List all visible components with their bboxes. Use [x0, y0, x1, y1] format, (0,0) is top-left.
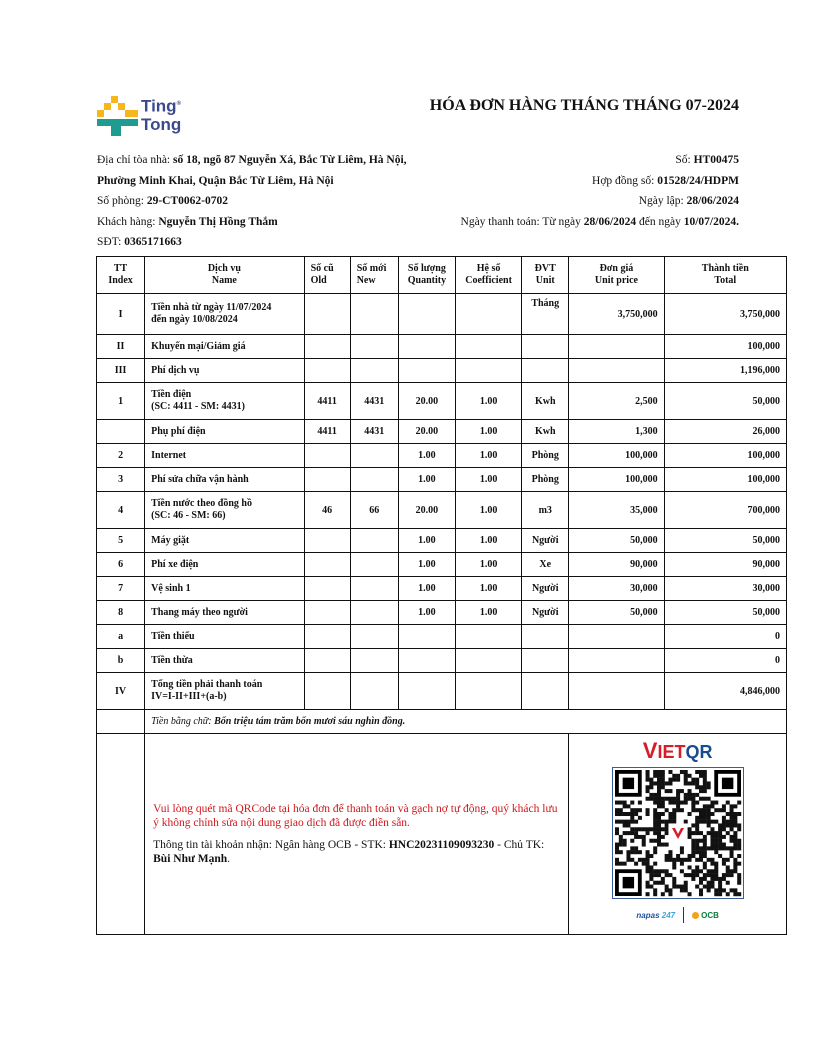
cell-qty: 20.00: [398, 420, 455, 444]
tingtong-logo-icon: [97, 95, 139, 137]
bank-account-info: [153, 838, 560, 866]
cell-unit: Tháng: [522, 294, 569, 335]
brand-name-line2: Tong: [141, 114, 182, 134]
table-row: [97, 492, 787, 529]
cell-name: [145, 359, 304, 383]
cell-unit: [522, 625, 569, 649]
header-text: ĐVT: [534, 263, 556, 274]
vietqr-q: Q: [685, 742, 700, 762]
cell-idx: I: [97, 294, 145, 335]
address-line1: số 18, ngõ 87 Nguyễn Xá, Bắc Từ Liêm, Hà Nội,: [173, 154, 407, 166]
cell-price: [569, 649, 664, 673]
cell-new: 4431: [350, 420, 398, 444]
service-detail: đến ngày 10/08/2024: [151, 314, 238, 325]
service-name: Phí dịch vụ: [151, 364, 200, 376]
cell-new: [350, 359, 398, 383]
cell-price: [569, 335, 664, 359]
amount-in-words-value: Bốn triệu tám trăm bốn mươi sáu nghìn đồng.: [214, 716, 406, 727]
cell-coef: 1.00: [455, 492, 521, 529]
cell-unit: Người: [522, 577, 569, 601]
header-name: [145, 257, 304, 294]
cell-new: [350, 335, 398, 359]
owner-end: .: [227, 853, 231, 865]
header-total: [664, 257, 786, 294]
service-name: Phụ phí điện: [151, 425, 206, 437]
tingtong-logo: [97, 95, 192, 137]
cell-qty: 20.00: [398, 383, 455, 420]
address-label: Địa chỉ tòa nhà:: [97, 154, 174, 166]
table-row: [97, 649, 787, 673]
cell-unit: [522, 673, 569, 710]
cell-name: [145, 294, 304, 335]
cell-old: [304, 601, 350, 625]
header-coefficient: [455, 257, 521, 294]
cell-qty: 1.00: [398, 468, 455, 492]
cell-name: [145, 335, 304, 359]
header-text: Coefficient: [465, 275, 512, 286]
cell-total: 90,000: [664, 553, 786, 577]
service-detail: (SC: 4411 - SM: 4431): [151, 401, 246, 412]
pay-from: 28/06/2024: [583, 215, 637, 228]
cell-qty: 1.00: [398, 444, 455, 468]
pay-end: .: [736, 215, 739, 228]
qr-cell: [569, 734, 787, 935]
cell-old: 4411: [304, 383, 350, 420]
cell-idx: 6: [97, 553, 145, 577]
customer-value: Nguyễn Thị Hồng Thắm: [158, 215, 278, 228]
cell-total: 1,196,000: [664, 359, 786, 383]
payment-period: [461, 212, 739, 233]
header-text: Số mới: [356, 263, 387, 274]
owner-label: - Chủ TK:: [494, 839, 545, 851]
cell-name: [145, 601, 304, 625]
pay-label: Ngày thanh toán: Từ ngày: [460, 215, 584, 228]
cell-old: [304, 294, 350, 335]
cell-idx: III: [97, 359, 145, 383]
cell-idx: 7: [97, 577, 145, 601]
cell-price: 3,750,000: [569, 294, 664, 335]
building-address-line2: [97, 171, 407, 192]
cell-price: 100,000: [569, 468, 664, 492]
cell-new: [350, 468, 398, 492]
napas-logo: [636, 911, 675, 920]
cell-coef: [455, 673, 521, 710]
cell-coef: 1.00: [455, 468, 521, 492]
cell-new: 66: [350, 492, 398, 529]
cell-old: 46: [304, 492, 350, 529]
cell-idx: 3: [97, 468, 145, 492]
cell-unit: Phòng: [522, 444, 569, 468]
cell-total: 50,000: [664, 529, 786, 553]
cell-price: 100,000: [569, 444, 664, 468]
cell-old: 4411: [304, 420, 350, 444]
phone-value: 0365171663: [124, 236, 182, 248]
cell-new: [350, 601, 398, 625]
cell-name: [145, 625, 304, 649]
logo-divider: [683, 907, 684, 923]
header-text: Thành tiền: [701, 263, 749, 274]
cell-new: [350, 625, 398, 649]
ocb-logo: [692, 911, 719, 920]
cell-coef: [455, 335, 521, 359]
phone-label: SĐT:: [97, 236, 125, 248]
account-number: HNC20231109093230: [388, 839, 495, 851]
cell-price: 90,000: [569, 553, 664, 577]
date-value: 28/06/2024: [686, 195, 739, 207]
cell-new: [350, 553, 398, 577]
cell-coef: 1.00: [455, 444, 521, 468]
cell-idx: 5: [97, 529, 145, 553]
invoice-meta: [461, 150, 739, 232]
payment-info: [145, 734, 569, 935]
cell-old: [304, 649, 350, 673]
invoice-table: [96, 256, 787, 935]
vietqr-r: R: [699, 742, 713, 762]
number-label: Số:: [675, 154, 694, 166]
cell-old: [304, 577, 350, 601]
cell-unit: m3: [522, 492, 569, 529]
cell-total: 100,000: [664, 444, 786, 468]
napas-text: napas: [636, 910, 660, 920]
cell-total: 30,000: [664, 577, 786, 601]
payment-row: [97, 734, 787, 935]
cell-price: 50,000: [569, 601, 664, 625]
cell-coef: [455, 649, 521, 673]
service-name: Tiền thiếu: [151, 630, 195, 642]
cell-new: 4431: [350, 383, 398, 420]
brand-name-line1: Ting: [141, 96, 177, 116]
cell-total: 100,000: [664, 335, 786, 359]
header-text: Hệ số: [476, 263, 501, 274]
table-row: [97, 294, 787, 335]
cell-name: [145, 577, 304, 601]
cell-price: 50,000: [569, 529, 664, 553]
cell-idx: IV: [97, 673, 145, 710]
service-name: Tiền thừa: [151, 654, 193, 666]
cell-new: [350, 577, 398, 601]
cell-qty: 1.00: [398, 601, 455, 625]
cell-coef: 1.00: [455, 553, 521, 577]
cell-idx: b: [97, 649, 145, 673]
service-name: Internet: [151, 449, 187, 461]
contract-label: Hợp đồng số:: [592, 174, 658, 187]
cell-unit: Người: [522, 529, 569, 553]
pay-mid: đến ngày: [636, 215, 684, 228]
table-row: [97, 444, 787, 468]
cell-unit: [522, 359, 569, 383]
cell-price: [569, 359, 664, 383]
header-text: Dịch vụ: [207, 263, 241, 274]
cell-qty: [398, 649, 455, 673]
account-label: Thông tin tài khoản nhận: Ngân hàng OCB - STK:: [153, 839, 389, 851]
cell-name: [145, 492, 304, 529]
vietqr-v: V: [642, 738, 658, 763]
cell-price: 2,500: [569, 383, 664, 420]
cell-old: [304, 335, 350, 359]
service-name: Vệ sinh 1: [151, 582, 191, 594]
bank-logos: [569, 907, 786, 923]
cell-name: [145, 383, 304, 420]
table-row: [97, 468, 787, 492]
cell-idx: 8: [97, 601, 145, 625]
table-row: [97, 601, 787, 625]
customer-label: Khách hàng:: [97, 215, 159, 228]
service-name: Tổng tiền phải thanh toán: [151, 679, 263, 690]
contract-number: [461, 171, 739, 192]
cell-new: [350, 294, 398, 335]
cell-idx: II: [97, 335, 145, 359]
service-name: Phí xe điện: [151, 558, 199, 570]
room-value: 29-CT0062-0702: [146, 195, 228, 207]
number-value: HT00475: [693, 154, 739, 166]
cell-unit: [522, 649, 569, 673]
vietqr-iet: IET: [657, 742, 686, 762]
cell-name: [145, 553, 304, 577]
cell-idx: a: [97, 625, 145, 649]
table-row: [97, 420, 787, 444]
cell-coef: [455, 359, 521, 383]
header-text: New: [356, 275, 376, 286]
cell-coef: [455, 625, 521, 649]
header-index: [97, 257, 145, 294]
amount-in-words-row: [97, 710, 787, 734]
table-row: [97, 553, 787, 577]
cell-old: [304, 673, 350, 710]
cell-qty: 1.00: [398, 553, 455, 577]
cell-new: [350, 673, 398, 710]
cell-total: 26,000: [664, 420, 786, 444]
cell-total: 4,846,000: [664, 673, 786, 710]
room-number: [97, 191, 407, 212]
table-row: [97, 577, 787, 601]
header-text: Số lượng: [407, 263, 446, 274]
cell-name: [145, 673, 304, 710]
table-row: [97, 529, 787, 553]
cell-qty: 20.00: [398, 492, 455, 529]
service-detail: (SC: 46 - SM: 66): [151, 510, 226, 521]
service-name: Máy giặt: [151, 534, 190, 546]
header-text: Đơn giá: [599, 263, 634, 274]
cell-price: [569, 625, 664, 649]
amount-in-words-label: Tiền bằng chữ:: [151, 716, 215, 727]
cell-qty: 1.00: [398, 529, 455, 553]
address-line2: Phường Minh Khai, Quận Bắc Từ Liêm, Hà Nội: [97, 174, 334, 187]
service-name: Khuyến mại/Giảm giá: [151, 340, 246, 352]
cell-old: [304, 444, 350, 468]
cell-new: [350, 529, 398, 553]
cell-old: [304, 553, 350, 577]
cell-price: [569, 673, 664, 710]
vietqr-logo: [569, 740, 786, 763]
cell-total: 50,000: [664, 383, 786, 420]
issue-date: [461, 191, 739, 212]
cell-old: [304, 468, 350, 492]
header-text: Old: [310, 275, 327, 286]
cell-unit: [522, 335, 569, 359]
header-quantity: [398, 257, 455, 294]
header-text: Total: [714, 275, 737, 286]
cell-coef: 1.00: [455, 601, 521, 625]
cell-qty: [398, 673, 455, 710]
header-text: TT: [113, 263, 128, 274]
cell-price: 35,000: [569, 492, 664, 529]
empty-cell: [97, 710, 145, 734]
service-detail: IV=I-II+III+(a-b): [151, 691, 227, 702]
service-name: Thang máy theo người: [151, 606, 248, 618]
cell-qty: 1.00: [398, 577, 455, 601]
contract-value: 01528/24/HDPM: [657, 174, 739, 187]
cell-name: [145, 468, 304, 492]
cell-unit: Phòng: [522, 468, 569, 492]
header-text: Quantity: [407, 275, 447, 286]
empty-cell: [97, 734, 145, 935]
customer-name: [97, 212, 407, 233]
cell-total: 0: [664, 649, 786, 673]
cell-name: [145, 529, 304, 553]
invoice-number: [461, 150, 739, 171]
cell-idx: 4: [97, 492, 145, 529]
service-name: Phí sửa chữa vận hành: [151, 473, 249, 485]
table-row: [97, 335, 787, 359]
header-text: Unit price: [594, 275, 638, 286]
cell-total: 100,000: [664, 468, 786, 492]
account-owner: Bùi Như Mạnh: [153, 853, 228, 865]
date-label: Ngày lập:: [638, 195, 687, 207]
header-text: Name: [211, 275, 237, 286]
table-row: [97, 383, 787, 420]
cell-total: 0: [664, 625, 786, 649]
registered-mark: ®: [176, 101, 181, 107]
table-row: [97, 673, 787, 710]
customer-info: [97, 150, 407, 253]
cell-coef: 1.00: [455, 529, 521, 553]
header-unit: [522, 257, 569, 294]
ocb-text: OCB: [701, 910, 719, 920]
cell-old: [304, 625, 350, 649]
payment-qr-code[interactable]: [612, 767, 744, 899]
header-text: Unit: [535, 275, 555, 286]
building-address: [97, 150, 407, 171]
cell-idx: 2: [97, 444, 145, 468]
table-row: [97, 625, 787, 649]
table-row: [97, 359, 787, 383]
header-unit-price: [569, 257, 664, 294]
cell-qty: [398, 335, 455, 359]
cell-name: [145, 444, 304, 468]
cell-new: [350, 649, 398, 673]
cell-unit: Người: [522, 601, 569, 625]
service-name: Tiền nước theo đồng hồ: [151, 498, 252, 509]
cell-unit: Kwh: [522, 420, 569, 444]
cell-old: [304, 529, 350, 553]
service-name: Tiền điện: [151, 389, 192, 400]
pay-to: 10/07/2024: [683, 215, 737, 228]
cell-qty: [398, 294, 455, 335]
qr-code-icon: [613, 768, 743, 898]
cell-qty: [398, 359, 455, 383]
cell-name: [145, 420, 304, 444]
customer-phone: [97, 232, 407, 253]
amount-in-words: [145, 710, 787, 734]
cell-idx: 1: [97, 383, 145, 420]
cell-coef: 1.00: [455, 577, 521, 601]
cell-unit: Kwh: [522, 383, 569, 420]
cell-price: 30,000: [569, 577, 664, 601]
header-old: [304, 257, 350, 294]
table-header-row: [97, 257, 787, 294]
napas-number: 247: [661, 910, 676, 920]
cell-price: 1,300: [569, 420, 664, 444]
invoice-title: HÓA ĐƠN HÀNG THÁNG THÁNG 07-2024: [429, 97, 739, 114]
header-text: Index: [108, 275, 133, 286]
cell-total: 50,000: [664, 601, 786, 625]
cell-name: [145, 649, 304, 673]
header-new: [350, 257, 398, 294]
service-name: Tiền nhà từ ngày 11/07/2024: [151, 302, 272, 313]
cell-coef: 1.00: [455, 420, 521, 444]
cell-coef: [455, 294, 521, 335]
ocb-dot-icon: [692, 912, 699, 919]
cell-new: [350, 444, 398, 468]
room-label: Số phòng:: [97, 195, 147, 207]
brand-name: [141, 95, 181, 134]
header-text: Số cũ: [310, 263, 334, 274]
cell-qty: [398, 625, 455, 649]
cell-unit: Xe: [522, 553, 569, 577]
payment-notice: Vui lòng quét mã QRCode tại hóa đơn để thanh toán và gạch nợ tự động, quý khách lưu ý không chỉnh sửa nội dung giao dịch đã được điền sẵn.: [153, 803, 558, 829]
cell-coef: 1.00: [455, 383, 521, 420]
cell-total: 3,750,000: [664, 294, 786, 335]
cell-idx: [97, 420, 145, 444]
cell-old: [304, 359, 350, 383]
cell-total: 700,000: [664, 492, 786, 529]
